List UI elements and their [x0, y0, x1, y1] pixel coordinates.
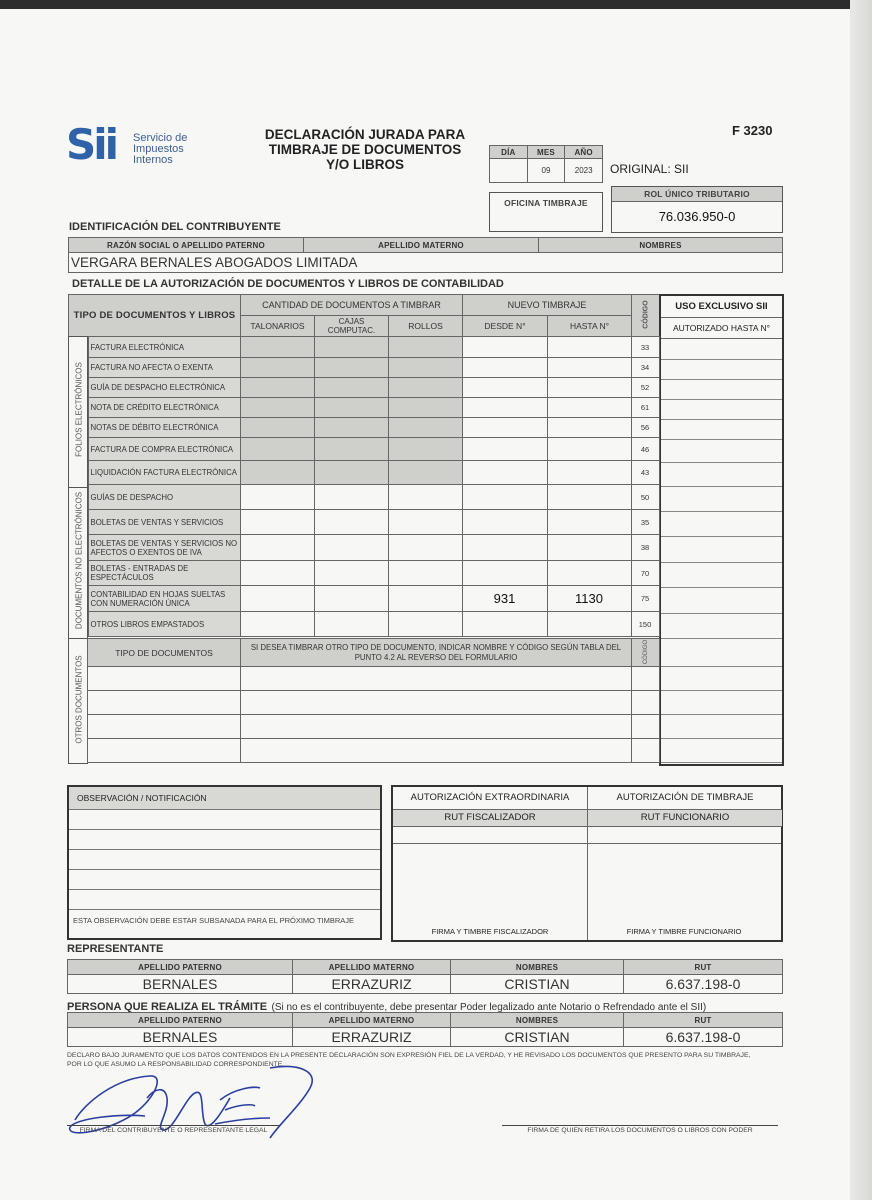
detalle-row — [68, 612, 659, 637]
hasta-cell[interactable] — [547, 612, 631, 637]
rut-fiscalizador-label: RUT FISCALIZADOR — [393, 809, 587, 827]
uso-line — [661, 487, 782, 512]
firma-contribuyente: FIRMA DEL CONTRIBUYENTE O REPRESENTANTE LEGAL — [67, 1125, 280, 1134]
rollos-cell[interactable] — [388, 586, 462, 612]
codigo-header — [632, 295, 660, 337]
row-label: GUÍA DE DESPACHO ELECTRÓNICA — [88, 378, 240, 398]
uso-line — [661, 639, 782, 667]
rollos-cell[interactable] — [388, 612, 462, 637]
row-label: CONTABILIDAD EN HOJAS SUELTAS CON NUMERACIÓN ÚNICA — [88, 586, 240, 612]
detalle-row — [68, 510, 659, 535]
desde-cell[interactable] — [462, 418, 547, 438]
detalle-row — [68, 418, 659, 438]
title-line-2: TIMBRAJE DE DOCUMENTOS — [268, 142, 462, 157]
org-line-2: Impuestos — [133, 143, 184, 155]
talonarios-cell[interactable] — [240, 510, 314, 535]
cajas-header: CAJAS COMPUTAC. — [315, 316, 389, 337]
group-electronicos — [68, 336, 88, 488]
uso-line — [661, 440, 782, 463]
detalle-row — [68, 461, 659, 485]
hasta-cell[interactable] — [547, 337, 631, 358]
title-line-1: DECLARACIÓN JURADA PARA — [264, 127, 466, 142]
codigo-cell: 52 — [631, 378, 659, 398]
otros-row[interactable] — [88, 739, 241, 763]
uso-line — [661, 691, 782, 715]
cajas-cell[interactable] — [314, 398, 388, 418]
oficina-label: OFICINA TIMBRAJE — [504, 198, 588, 208]
tipo-documentos-header: TIPO DE DOCUMENTOS Y LIBROS — [69, 295, 241, 337]
row-label: FACTURA NO AFECTA O EXENTA — [88, 358, 240, 378]
sii-logo — [66, 122, 128, 168]
detalle-rows — [68, 336, 659, 637]
codigo-cell: 70 — [631, 561, 659, 586]
uso-line — [661, 463, 782, 487]
desde-cell[interactable] — [462, 378, 547, 398]
day-value — [490, 159, 528, 183]
uso-exclusivo-box — [659, 294, 784, 766]
tram-nombres-value: CRISTIAN — [451, 1028, 624, 1047]
cajas-cell[interactable] — [314, 461, 388, 485]
talonarios-cell[interactable] — [240, 485, 314, 510]
cantidad-header: CANTIDAD DE DOCUMENTOS A TIMBRAR — [241, 295, 463, 316]
oficina-box — [489, 192, 603, 232]
otros-row-code[interactable] — [632, 691, 660, 715]
codigo-cell: 61 — [631, 398, 659, 418]
tram-nombres-label: NOMBRES — [451, 1013, 624, 1028]
rollos-cell[interactable] — [388, 418, 462, 438]
codigo-cell: 75 — [631, 586, 659, 612]
hasta-cell[interactable] — [547, 378, 631, 398]
tram-materno-value: ERRAZURIZ — [293, 1028, 451, 1047]
rollos-cell[interactable] — [388, 438, 462, 461]
codigo-cell: 46 — [631, 438, 659, 461]
group-electronicos-label: FOLIOS ELECTRÓNICOS — [74, 362, 84, 457]
codigo-header-text: CÓDIGO — [642, 300, 650, 329]
obs-line[interactable] — [69, 809, 380, 829]
codigo-cell: 33 — [631, 337, 659, 358]
talonarios-cell[interactable] — [240, 438, 314, 461]
cajas-cell[interactable] — [314, 418, 388, 438]
row-label: GUÍAS DE DESPACHO — [88, 485, 240, 510]
detalle-row — [68, 398, 659, 418]
autorizacion-timbraje: AUTORIZACIÓN DE TIMBRAJE — [587, 787, 782, 809]
talonarios-cell[interactable] — [240, 535, 314, 561]
tramite-table — [67, 1012, 783, 1047]
uso-line — [661, 739, 782, 763]
uso-line — [661, 537, 782, 563]
declaracion-line-2: POR LO QUE ASUMO LA RESPONSABILIDAD CORRESPONDIENTE. — [67, 1061, 285, 1068]
section-representante: REPRESENTANTE — [67, 943, 164, 955]
autorizado-hasta-label: AUTORIZADO HASTA N° — [661, 318, 782, 339]
desde-cell[interactable] — [462, 337, 547, 358]
otros-row-desc[interactable] — [241, 691, 632, 715]
group-no-electronicos — [68, 487, 88, 639]
tramite-note: (Si no es el contribuyente, debe presentar Poder legalizado ante Notario o Refrendado ante el SII) — [271, 1002, 707, 1013]
form-code: F 3230 — [732, 123, 773, 138]
uso-line — [661, 715, 782, 739]
desde-cell[interactable] — [462, 438, 547, 461]
cajas-cell[interactable] — [314, 438, 388, 461]
cajas-cell[interactable] — [314, 337, 388, 358]
hasta-cell[interactable] — [547, 398, 631, 418]
logo-text: Sii — [66, 120, 117, 169]
rollos-cell[interactable] — [388, 510, 462, 535]
talonarios-cell[interactable] — [240, 586, 314, 612]
detalle-row — [68, 358, 659, 378]
rollos-cell[interactable] — [388, 337, 462, 358]
group-no-electronicos-label: DOCUMENTOS NO ELECTRÓNICOS — [74, 491, 84, 630]
hasta-cell[interactable]: 1130 — [547, 586, 631, 612]
contribuyente-table — [68, 237, 783, 273]
otros-tipo-header: TIPO DE DOCUMENTOS — [88, 639, 241, 667]
desde-cell[interactable] — [462, 561, 547, 586]
desde-cell[interactable] — [462, 535, 547, 561]
row-label: NOTAS DE DÉBITO ELECTRÓNICA — [88, 418, 240, 438]
otros-row-desc[interactable] — [241, 667, 632, 691]
year-label: AÑO — [565, 146, 603, 159]
original-label: ORIGINAL: SII — [610, 162, 689, 176]
row-label: FACTURA ELECTRÓNICA — [88, 337, 240, 358]
hasta-cell[interactable] — [547, 418, 631, 438]
rollos-cell[interactable] — [388, 561, 462, 586]
otros-nota: SI DESEA TIMBRAR OTRO TIPO DE DOCUMENTO, INDICAR NOMBRE Y CÓDIGO SEGÚN TABLA DEL PUNTO 4.2 AL REVERSO DEL FORMULARIO — [241, 639, 632, 667]
otros-row[interactable] — [88, 715, 241, 739]
uso-line — [661, 563, 782, 588]
group-otros — [68, 638, 88, 764]
talonarios-cell[interactable] — [240, 398, 314, 418]
codigo-cell: 34 — [631, 358, 659, 378]
talonarios-cell[interactable] — [240, 337, 314, 358]
uso-line — [661, 588, 782, 614]
tramite-title: PERSONA QUE REALIZA EL TRÁMITE — [67, 1001, 268, 1013]
autorizacion-extraordinaria: AUTORIZACIÓN EXTRAORDINARIA — [410, 792, 570, 803]
otros-row[interactable] — [88, 667, 241, 691]
otros-table — [87, 638, 660, 763]
observacion-title: OBSERVACIÓN / NOTIFICACIÓN — [69, 787, 380, 809]
rollos-cell[interactable] — [388, 535, 462, 561]
desde-cell[interactable] — [462, 485, 547, 510]
row-label: BOLETAS - ENTRADAS DE ESPECTÁCULOS — [88, 561, 240, 586]
rollos-cell[interactable] — [388, 378, 462, 398]
firma-retira: FIRMA DE QUIEN RETIRA LOS DOCUMENTOS O LIBROS CON PODER — [502, 1125, 778, 1134]
uso-lines — [661, 339, 782, 763]
row-label: NOTA DE CRÉDITO ELECTRÓNICA — [88, 398, 240, 418]
rut-value: 76.036.950-0 — [658, 209, 736, 224]
rep-rut-label: RUT — [624, 960, 783, 975]
uso-line — [661, 512, 782, 537]
cajas-cell[interactable] — [314, 358, 388, 378]
desde-cell[interactable] — [462, 358, 547, 378]
razon-social-label: RAZÓN SOCIAL O APELLIDO PATERNO — [69, 238, 304, 253]
detalle-row — [68, 586, 659, 612]
desde-cell[interactable] — [462, 461, 547, 485]
desde-cell[interactable] — [462, 510, 547, 535]
talonarios-cell[interactable] — [240, 561, 314, 586]
hasta-cell[interactable] — [547, 438, 631, 461]
rollos-cell[interactable] — [388, 358, 462, 378]
declaracion-line-1: DECLARO BAJO JURAMENTO QUE LOS DATOS CONTENIDOS EN LA PRESENTE DECLARACIÓN SON EXPRESIÓN FIEL DE LA VERDAD, Y HE REVISADO LOS DOCUMENTOS QUE PRESENTO PARA SU TIMBRAJE, — [67, 1052, 751, 1059]
cajas-cell[interactable] — [314, 612, 388, 637]
cajas-cell[interactable] — [314, 378, 388, 398]
scan-border-right — [850, 0, 872, 1200]
section-identificacion: IDENTIFICACIÓN DEL CONTRIBUYENTE — [69, 221, 281, 233]
cajas-cell[interactable] — [314, 535, 388, 561]
tram-paterno-value: BERNALES — [68, 1028, 293, 1047]
codigo-cell: 56 — [631, 418, 659, 438]
detalle-row — [68, 485, 659, 510]
detalle-row — [68, 438, 659, 461]
rep-materno-label: APELLIDO MATERNO — [293, 960, 451, 975]
tram-paterno-label: APELLIDO PATERNO — [68, 1013, 293, 1028]
uso-exclusivo-label: USO EXCLUSIVO SII — [661, 296, 782, 318]
hasta-cell[interactable] — [547, 535, 631, 561]
rep-nombres-value: CRISTIAN — [451, 975, 624, 994]
otros-row-desc[interactable] — [241, 715, 632, 739]
codigo-cell: 50 — [631, 485, 659, 510]
hasta-cell[interactable] — [547, 561, 631, 586]
desde-cell[interactable] — [462, 398, 547, 418]
uso-line — [661, 360, 782, 380]
rep-rut-value: 6.637.198-0 — [624, 975, 783, 994]
month-value: 09 — [527, 159, 565, 183]
detalle-row — [68, 561, 659, 586]
otros-row-code[interactable] — [632, 715, 660, 739]
cajas-cell[interactable] — [314, 586, 388, 612]
desde-header: DESDE N° — [463, 316, 548, 337]
uso-line — [661, 614, 782, 639]
nombres-label: NOMBRES — [539, 238, 783, 253]
apellido-materno-label: APELLIDO MATERNO — [304, 238, 539, 253]
day-label: DÍA — [490, 146, 528, 159]
obs-line[interactable] — [69, 869, 380, 889]
representante-table — [67, 959, 783, 994]
talonarios-cell[interactable] — [240, 612, 314, 637]
form-title — [240, 127, 490, 172]
org-line-3: Internos — [133, 154, 173, 166]
hasta-cell[interactable] — [547, 461, 631, 485]
cajas-cell[interactable] — [314, 485, 388, 510]
detalle-row — [68, 535, 659, 561]
talonarios-header: TALONARIOS — [241, 316, 315, 337]
obs-line[interactable] — [69, 849, 380, 869]
uso-line — [661, 400, 782, 420]
rut-box — [611, 186, 783, 233]
org-name — [133, 133, 187, 166]
date-table — [489, 145, 603, 183]
codigo-cell: 150 — [631, 612, 659, 637]
desde-cell[interactable]: 931 — [462, 586, 547, 612]
rut-label: ROL ÚNICO TRIBUTARIO — [612, 187, 782, 202]
group-otros-label: OTROS DOCUMENTOS — [74, 655, 84, 744]
autorizacion-vdivider — [587, 825, 588, 940]
rut-funcionario-label: RUT FUNCIONARIO — [587, 809, 782, 827]
rollos-cell[interactable] — [388, 398, 462, 418]
tram-rut-label: RUT — [624, 1013, 783, 1028]
otros-row-code[interactable] — [632, 667, 660, 691]
rep-nombres-label: NOMBRES — [451, 960, 624, 975]
obs-line[interactable] — [69, 829, 380, 849]
uso-line — [661, 339, 782, 360]
org-line-1: Servicio de — [133, 132, 188, 144]
otros-row-code[interactable] — [632, 739, 660, 763]
obs-line[interactable] — [69, 889, 380, 909]
hasta-cell[interactable] — [547, 510, 631, 535]
cajas-cell[interactable] — [314, 510, 388, 535]
razon-social-value: VERGARA BERNALES ABOGADOS LIMITADA — [69, 253, 783, 273]
uso-line — [661, 420, 782, 440]
talonarios-cell[interactable] — [240, 461, 314, 485]
nuevo-timbraje-header: NUEVO TIMBRAJE — [463, 295, 632, 316]
otros-row-desc[interactable] — [241, 739, 632, 763]
observacion-box — [67, 785, 382, 940]
scan-border-top — [0, 0, 872, 9]
detalle-row — [68, 337, 659, 358]
row-label: BOLETAS DE VENTAS Y SERVICIOS NO AFECTOS O EXENTOS DE IVA — [88, 535, 240, 561]
rep-paterno-label: APELLIDO PATERNO — [68, 960, 293, 975]
hasta-header: HASTA N° — [548, 316, 632, 337]
month-label: MES — [527, 146, 565, 159]
autorizacion-box — [391, 785, 783, 942]
observacion-footer: ESTA OBSERVACIÓN DEBE ESTAR SUBSANADA PARA EL PRÓXIMO TIMBRAJE — [69, 909, 380, 929]
otros-row[interactable] — [88, 691, 241, 715]
row-label: FACTURA DE COMPRA ELECTRÓNICA — [88, 438, 240, 461]
title-line-3: Y/O LIBROS — [325, 157, 404, 172]
rollos-cell[interactable] — [388, 485, 462, 510]
codigo-cell: 35 — [631, 510, 659, 535]
hasta-cell[interactable] — [547, 485, 631, 510]
codigo-cell: 43 — [631, 461, 659, 485]
uso-line — [661, 380, 782, 400]
hasta-cell[interactable] — [547, 358, 631, 378]
year-value: 2023 — [565, 159, 603, 183]
section-detalle: DETALLE DE LA AUTORIZACIÓN DE DOCUMENTOS Y LIBROS DE CONTABILIDAD — [72, 278, 504, 290]
tram-materno-label: APELLIDO MATERNO — [293, 1013, 451, 1028]
talonarios-cell[interactable] — [240, 378, 314, 398]
row-label: LIQUIDACIÓN FACTURA ELECTRÓNICA — [88, 461, 240, 485]
firma-fiscalizador: FIRMA Y TIMBRE FISCALIZADOR — [431, 927, 549, 936]
tram-rut-value: 6.637.198-0 — [624, 1028, 783, 1047]
row-label: OTROS LIBROS EMPASTADOS — [88, 612, 240, 637]
otros-codigo-header — [632, 639, 660, 667]
cajas-cell[interactable] — [314, 561, 388, 586]
talonarios-cell[interactable] — [240, 418, 314, 438]
detalle-header — [68, 294, 660, 337]
detalle-row — [68, 378, 659, 398]
rep-materno-value: ERRAZURIZ — [293, 975, 451, 994]
row-label: BOLETAS DE VENTAS Y SERVICIOS — [88, 510, 240, 535]
firma-funcionario: FIRMA Y TIMBRE FUNCIONARIO — [626, 927, 742, 936]
detalle-table — [68, 336, 660, 637]
rollos-header: ROLLOS — [389, 316, 463, 337]
desde-cell[interactable] — [462, 612, 547, 637]
codigo-cell: 38 — [631, 535, 659, 561]
talonarios-cell[interactable] — [240, 358, 314, 378]
otros-codigo-text: CÓDIGO — [643, 639, 649, 665]
rollos-cell[interactable] — [388, 461, 462, 485]
rep-paterno-value: BERNALES — [68, 975, 293, 994]
uso-line — [661, 667, 782, 691]
